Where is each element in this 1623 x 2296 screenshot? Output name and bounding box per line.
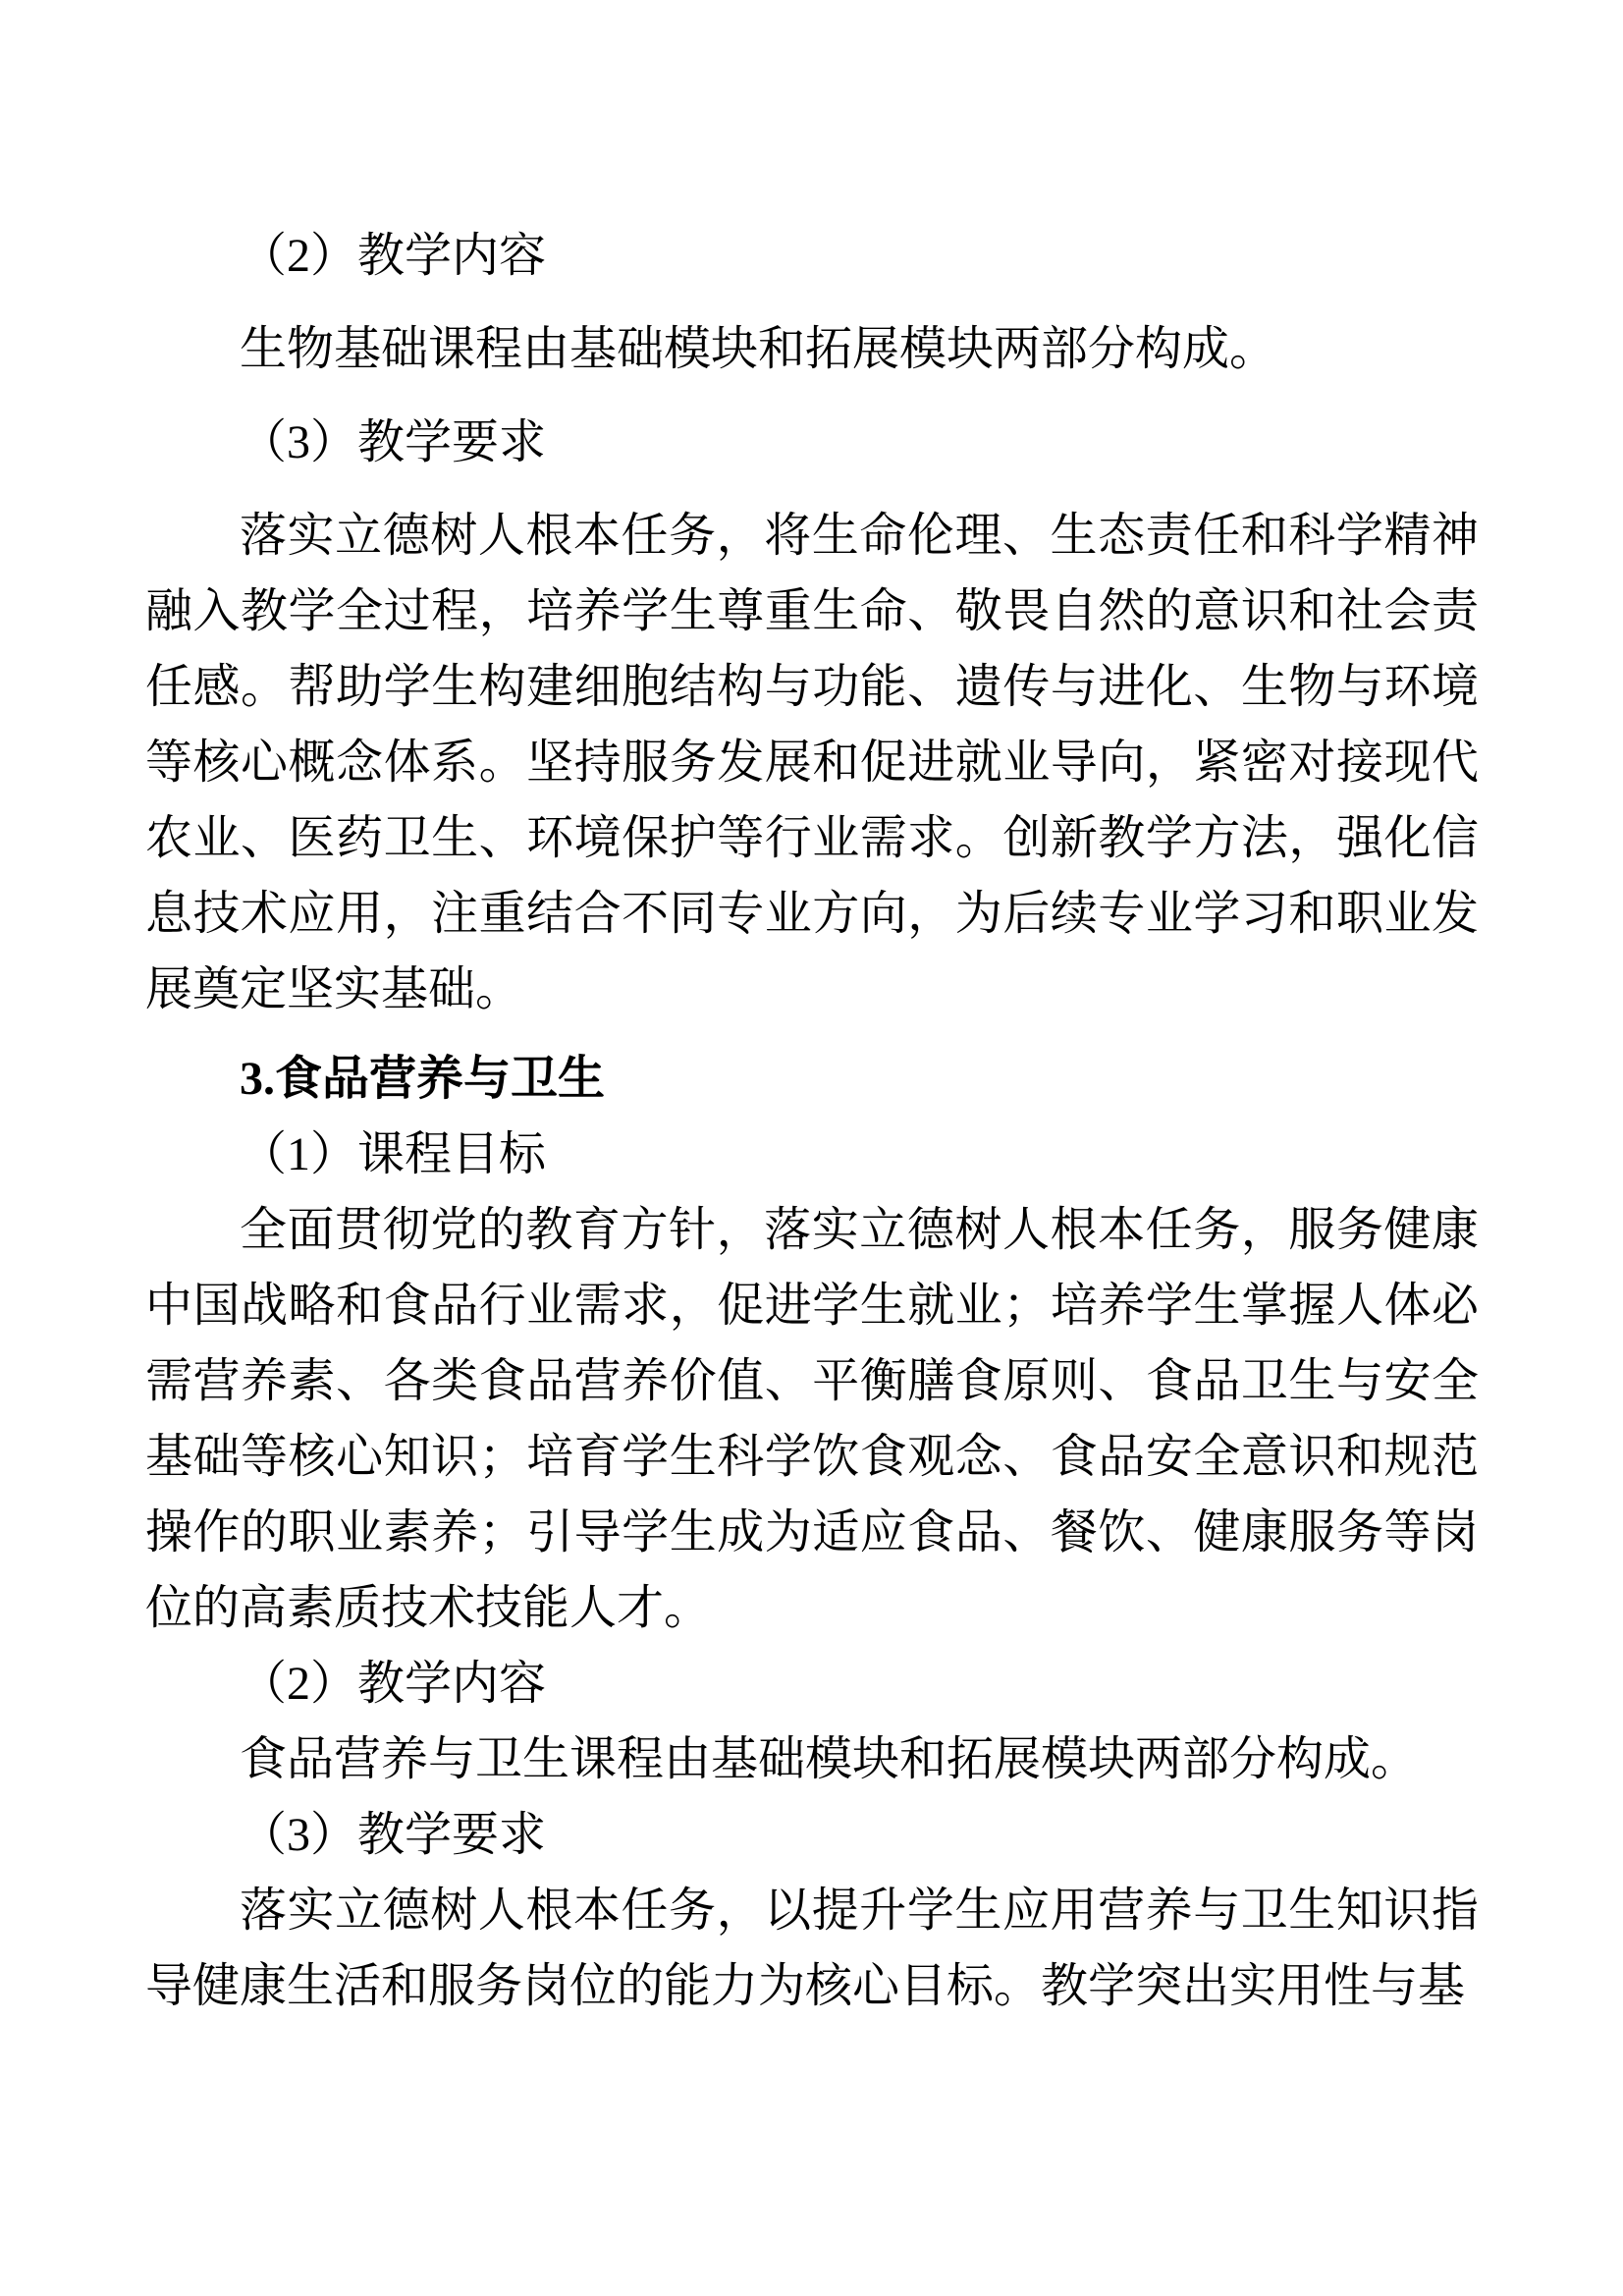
paragraph-text: 食品营养与卫生课程由基础模块和拓展模块两部分构成。: [240, 1733, 1419, 1785]
sub-heading: （3）教学要求: [240, 1809, 547, 1861]
sub-heading: （2）教学内容: [240, 1658, 547, 1710]
document-body: [145, 218, 1479, 2024]
sub-heading: （2）教学内容: [240, 230, 547, 282]
section-heading: 3.食品营养与卫生: [240, 1053, 606, 1105]
paragraph-text: 落实立德树人根本任务，以提升学生应用营养与卫生知识指导健康生活和服务岗位的能力为核心目标。教学突出实用性与基: [145, 1885, 1479, 2012]
paragraph-text: 落实立德树人根本任务，将生命伦理、生态责任和科学精神融入教学全过程，培养学生尊重生命、敬畏自然的意识和社会责任感。帮助学生构建细胞结构与功能、遗传与进化、生物与环境等核心概念体系。坚持服务发展和促进就业导向，紧密对接现代农业、医药卫生、环境保护等行业需求。创新教学方法，强化信息技术应用，注重结合不同专业方向，为后续专业学习和职业发展奠定坚实基础。: [145, 510, 1479, 1015]
sub-heading: （3）教学要求: [240, 416, 547, 468]
paragraph-text: 全面贯彻党的教育方针，落实立德树人根本任务，服务健康中国战略和食品行业需求，促进学生就业；培养学生掌握人体必需营养素、各类食品营养价值、平衡膳食原则、食品卫生与安全基础等核心知识；培育学生科学饮食观念、食品安全意识和规范操作的职业素养；引导学生成为适应食品、餐饮、健康服务等岗位的高素质技术技能人才。: [145, 1204, 1479, 1634]
paragraph-text: 生物基础课程由基础模块和拓展模块两部分构成。: [240, 323, 1277, 375]
sub-heading: （1）课程目标: [240, 1128, 547, 1180]
